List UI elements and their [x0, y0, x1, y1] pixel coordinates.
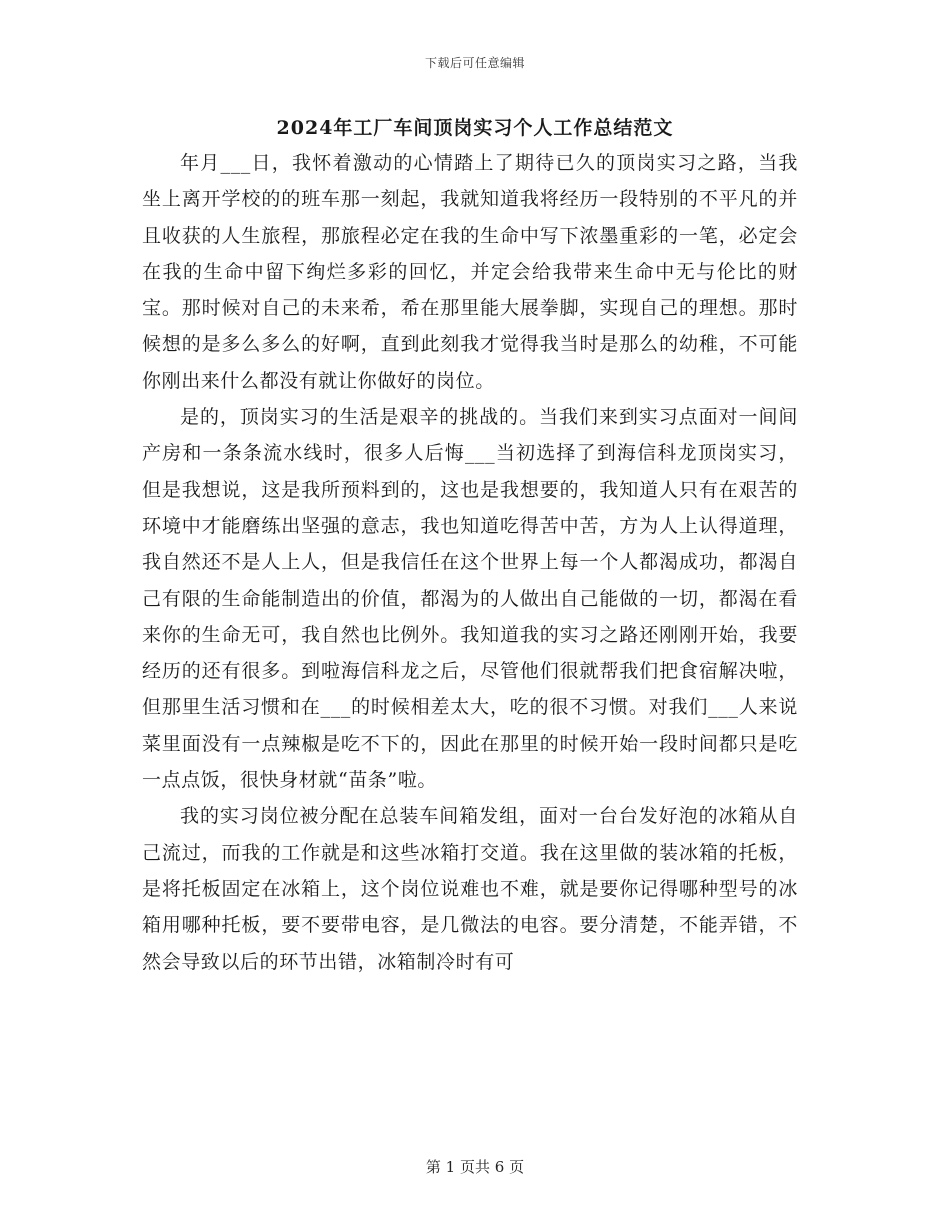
page-indicator: 第 1 页共 6 页	[425, 1158, 525, 1176]
paragraph-3: 我的实习岗位被分配在总装车间箱发组，面对一台台发好泡的冰箱从自己流过，而我的工作就是和这些冰箱打交道。我在这里做的装冰箱的托板，是将托板固定在冰箱上，这个岗位说难也不难，就是要你记得哪种型号的冰箱用哪种托板，要不要带电容，是几微法的电容。要分清楚，不能弄错，不然会导致以后的环节出错，冰箱制冷时有可	[142, 805, 798, 973]
paragraph-1: 年月___日，我怀着激动的心情踏上了期待已久的顶岗实习之路，当我坐上离开学校的的班车那一刻起，我就知道我将经历一段特别的不平凡的并且收获的人生旅程，那旅程必定在我的生命中写下浓墨重彩的一笔，必定会在我的生命中留下绚烂多彩的回忆，并定会给我带来生命中无与伦比的财宝。那时候对自己的未来希，希在那里能大展拳脚，实现自己的理想。那时候想的是多么多么的好啊，直到此刻我才觉得我当时是那么的幼稚，不可能你刚出来什么都没有就让你做好的岗位。	[142, 152, 798, 392]
paragraph-2: 是的，顶岗实习的生活是艰辛的挑战的。当我们来到实习点面对一间间产房和一条条流水线时，很多人后悔___当初选择了到海信科龙顶岗实习，但是我想说，这是我所预料到的，这也是我想要的，我知道人只有在艰苦的环境中才能磨练出坚强的意志，我也知道吃得苦中苦，方为人上认得道理，我自然还不是人上人，但是我信任在这个世界上每一个人都渴成功，都渴自己有限的生命能制造出的价值，都渴为的人做出自己能做的一切，都渴在看来你的生命无可，我自然也比例外。我知道我的实习之路还刚刚开始，我要经历的还有很多。到啦海信科龙之后，尽管他们很就帮我们把食宿解决啦，但那里生活习惯和在___的时候相差太大，吃的很不习惯。对我们___人来说菜里面没有一点辣椒是吃不下的，因此在那里的时候开始一段时间都只是吃一点点饭，很快身材就“苗条”啦。	[142, 406, 798, 792]
document-title: 2024年工厂车间顶岗实习个人工作总结范文	[276, 117, 674, 139]
document-body	[142, 145, 798, 980]
header-note: 下载后可任意编辑	[424, 56, 525, 70]
